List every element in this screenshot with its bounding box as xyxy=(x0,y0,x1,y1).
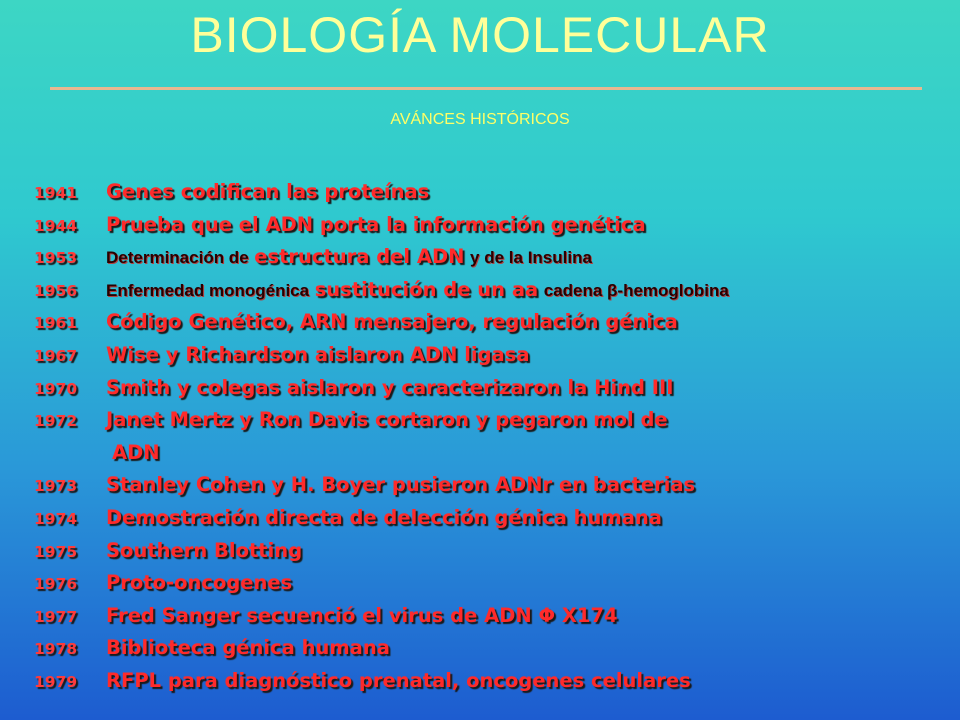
event-year: 1973 xyxy=(34,477,78,496)
event-text: Stanley Cohen y H. Boyer pusieron ADNr en bacterias xyxy=(106,473,696,497)
event-year: 1975 xyxy=(34,542,78,561)
timeline-item xyxy=(34,632,944,665)
event-text-pre: Determinación de xyxy=(106,248,249,268)
event-year: 1961 xyxy=(34,314,78,333)
timeline-item xyxy=(34,241,944,274)
event-text: Biblioteca génica humana xyxy=(106,636,390,660)
event-text: Proto-oncogenes xyxy=(106,571,293,595)
event-text: sustitución de un aa xyxy=(314,277,539,301)
event-year: 1944 xyxy=(34,216,78,235)
timeline-item xyxy=(34,502,944,535)
event-text: RFPL para diagnóstico prenatal, oncogenes celulares xyxy=(106,668,691,692)
event-text-continuation: ADN xyxy=(112,440,160,464)
timeline-item xyxy=(34,176,944,209)
timeline-item xyxy=(34,535,944,568)
event-text-post: cadena β-hemoglobina xyxy=(543,280,729,300)
timeline-item xyxy=(34,274,944,307)
slide-subtitle: AVÁNCES HISTÓRICOS xyxy=(390,111,570,128)
timeline-item xyxy=(34,469,944,502)
event-year: 1977 xyxy=(34,607,78,626)
timeline-item xyxy=(34,339,944,372)
timeline-item xyxy=(34,372,944,405)
timeline-item-continuation xyxy=(34,437,944,470)
event-text-pre: Enfermedad monogénica xyxy=(106,280,310,300)
timeline-item xyxy=(34,209,944,242)
event-year: 1967 xyxy=(34,346,78,365)
event-text: Genes codifican las proteínas xyxy=(106,180,430,203)
event-year: 1979 xyxy=(34,672,78,691)
event-text: Smith y colegas aislaron y caracterizaron la Hind III xyxy=(106,375,674,399)
timeline-item xyxy=(34,665,944,698)
event-text: Demostración directa de delección génica humana xyxy=(106,505,662,529)
event-year: 1978 xyxy=(34,640,78,659)
event-text: estructura del ADN xyxy=(254,245,465,269)
event-year: 1956 xyxy=(34,281,78,300)
event-text: Código Genético, ARN mensajero, regulación génica xyxy=(106,310,678,334)
timeline-item xyxy=(34,567,944,600)
slide-title: BIOLOGÍA MOLECULAR xyxy=(190,7,770,63)
event-year: 1974 xyxy=(34,509,78,528)
event-text: Fred Sanger secuenció el virus de ADN Φ X174 xyxy=(106,603,618,627)
event-text: Prueba que el ADN porta la información genética xyxy=(106,212,646,236)
event-text-post: y de la Insulina xyxy=(470,248,592,268)
event-text: Southern Blotting xyxy=(106,538,303,562)
timeline-item xyxy=(34,404,944,437)
title-divider xyxy=(50,87,922,90)
event-year: 1972 xyxy=(34,412,78,431)
timeline-item xyxy=(34,600,944,633)
event-year: 1970 xyxy=(34,379,78,398)
event-text: Wise y Richardson aislaron ADN ligasa xyxy=(106,342,530,366)
event-year: 1953 xyxy=(34,249,78,268)
timeline-list xyxy=(34,176,944,698)
event-year: 1976 xyxy=(34,575,78,594)
event-text: Janet Mertz y Ron Davis cortaron y pegaron mol de xyxy=(106,408,668,432)
timeline-item xyxy=(34,306,944,339)
event-year: 1941 xyxy=(34,184,78,202)
